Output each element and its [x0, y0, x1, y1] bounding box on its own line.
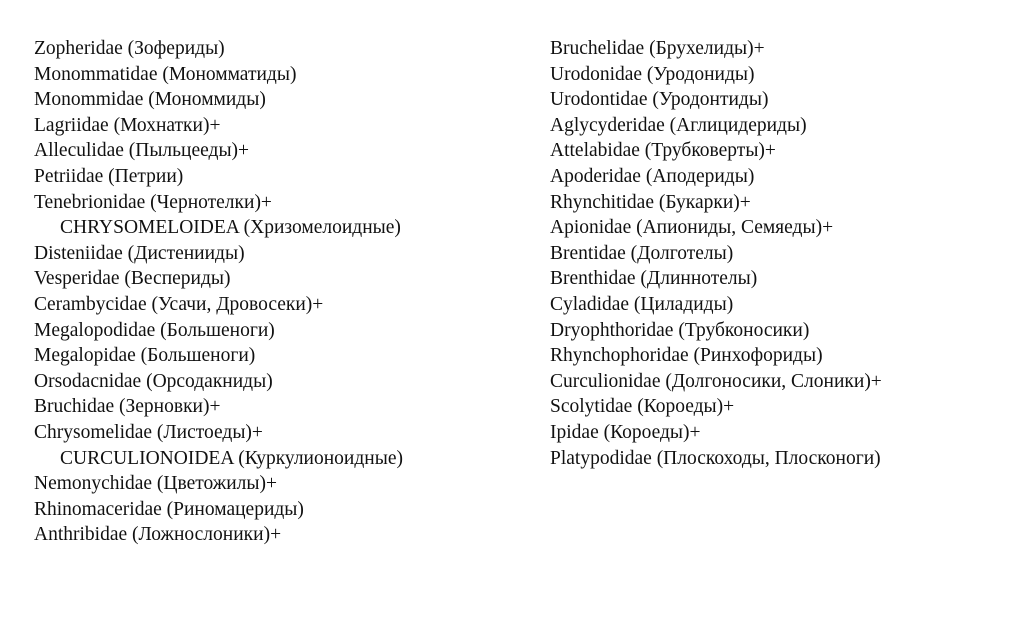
family-entry: Apoderidae (Аподериды) — [550, 165, 755, 187]
family-entry: Platypodidae (Плоскоходы, Плосконоги) — [550, 447, 881, 469]
family-entry: Petriidae (Петрии) — [34, 165, 184, 187]
family-entry: Monommidae (Мономмиды) — [34, 89, 266, 111]
family-entry: Rhynchitidae (Букарки)+ — [550, 191, 751, 213]
family-entry: Chrysomelidae (Листоеды)+ — [34, 421, 263, 443]
superfamily-heading: CURCULIONOIDEA (Куркулионоидные) — [60, 447, 403, 469]
family-entry: Curculionidae (Долгоносики, Слоники)+ — [550, 370, 882, 392]
family-entry: Anthribidae (Ложнослоники)+ — [34, 524, 282, 546]
family-entry: Cyladidae (Циладиды) — [550, 293, 734, 315]
family-entry: Nemonychidae (Цветожилы)+ — [34, 473, 277, 495]
family-entry: Vesperidae (Веспериды) — [34, 268, 231, 290]
family-entry: Bruchelidae (Брухелиды)+ — [550, 38, 765, 59]
family-entry: Megalopodidae (Большеноги) — [34, 319, 275, 341]
family-entry: Dryophthoridae (Трубконосики) — [550, 319, 810, 341]
family-entry: Alleculidae (Пыльцееды)+ — [34, 140, 250, 162]
right-column — [550, 36, 882, 471]
family-entry: Ipidae (Короеды)+ — [550, 421, 701, 443]
family-entry: Aglycyderidae (Аглицидериды) — [550, 114, 807, 136]
family-entry: Urodontidae (Уродонтиды) — [550, 89, 769, 111]
family-entry: Megalopidae (Большеноги) — [34, 345, 256, 367]
family-entry: Rhinomaceridae (Риномацериды) — [34, 498, 304, 520]
family-entry: Brentidae (Долготелы) — [550, 242, 734, 264]
family-entry: Scolytidae (Короеды)+ — [550, 396, 735, 418]
family-entry: Urodonidae (Уродониды) — [550, 63, 755, 85]
family-entry: Tenebrionidae (Чернотелки)+ — [34, 191, 272, 213]
family-entry: Brenthidae (Длиннотелы) — [550, 268, 758, 290]
family-entry: Zopheridae (Зофериды) — [34, 38, 225, 59]
family-entry: Cerambycidae (Усачи, Дровосеки)+ — [34, 293, 324, 315]
family-entry: Lagriidae (Мохнатки)+ — [34, 114, 221, 136]
family-entry: Disteniidae (Дистенииды) — [34, 242, 245, 264]
family-entry: Bruchidae (Зерновки)+ — [34, 396, 221, 418]
family-entry: Orsodacnidae (Орсодакниды) — [34, 370, 273, 392]
family-entry: Monommatidae (Мономматиды) — [34, 63, 297, 85]
left-column — [34, 36, 403, 548]
superfamily-heading: CHRYSOMELOIDEA (Хризомелоидные) — [60, 217, 401, 239]
family-entry: Rhynchophoridae (Ринхофориды) — [550, 345, 823, 367]
family-entry: Attelabidae (Трубковерты)+ — [550, 140, 776, 162]
family-entry: Apionidae (Апиониды, Семяеды)+ — [550, 217, 834, 239]
